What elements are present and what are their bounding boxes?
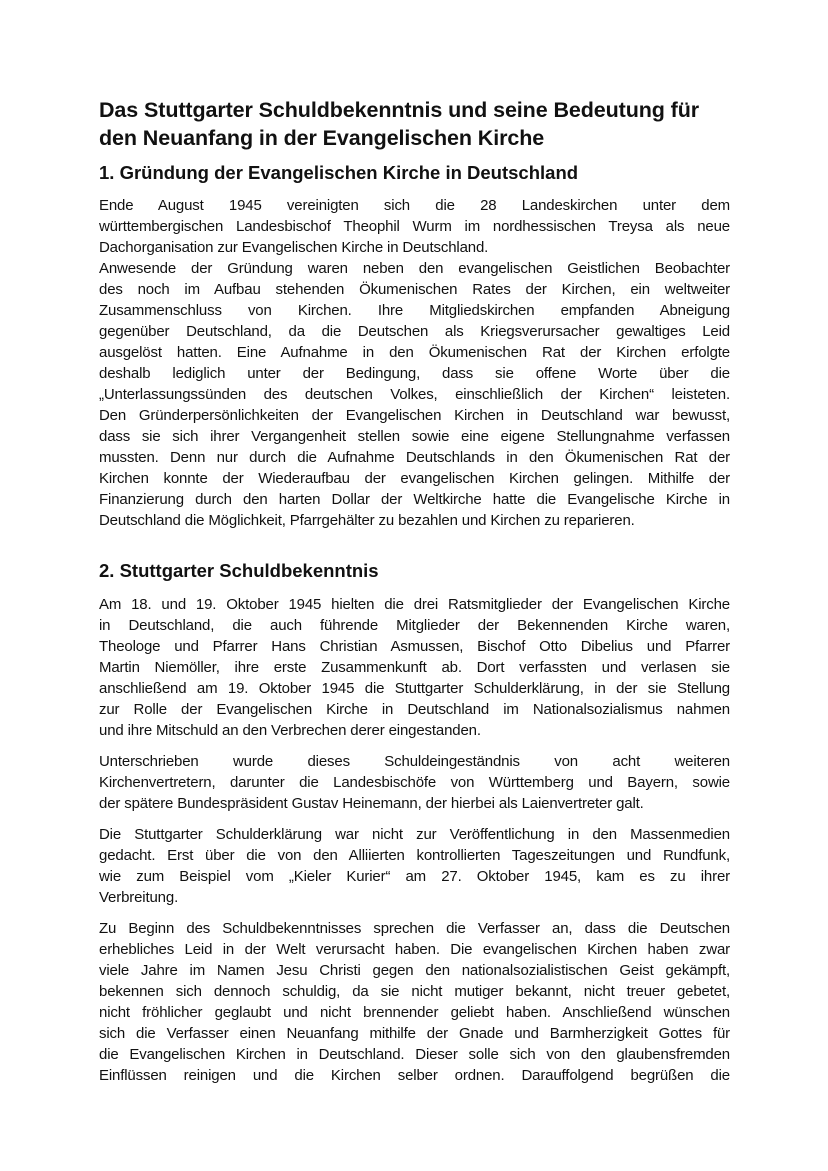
paragraph bbox=[99, 258, 730, 531]
text-line: Ende August 1945 vereinigten sich die 28 Landeskirchen unter dem bbox=[99, 197, 730, 214]
document-title bbox=[99, 96, 730, 152]
text-line: bekennen sich dennoch schuldig, da sie nicht mutiger bekannt, nicht treuer gebetet, bbox=[99, 983, 730, 1000]
section-founding bbox=[99, 161, 730, 531]
text-line: mussten. Denn nur durch die Aufnahme Deutschlands in den Ökumenischen Rat der bbox=[99, 449, 730, 466]
section-body bbox=[99, 594, 730, 1086]
section-heading: 1. Gründung der Evangelischen Kirche in Deutschland bbox=[99, 162, 579, 183]
text-line: erhebliches Leid in der Welt verursacht haben. Die evangelischen Kirchen haben zwar bbox=[99, 941, 730, 958]
text-line: Kirchen konnte der Wiederaufbau der evangelischen Kirchen gelingen. Mithilfe der bbox=[99, 470, 730, 487]
text-line: die Evangelischen Kirchen in Deutschland. Dieser solle sich von den glaubensfremden bbox=[99, 1046, 730, 1063]
text-line: wie zum Beispiel vom „Kieler Kurier“ am 27. Oktober 1945, kam es zu ihrer bbox=[99, 868, 730, 885]
text-line: dass sie sich ihrer Vergangenheit stellen sowie eine eigene Stellungnahme verfassen bbox=[99, 428, 730, 445]
text-line: in Deutschland, die auch führende Mitglieder der Bekennenden Kirche waren, bbox=[99, 617, 730, 634]
text-line: gedacht. Erst über die von den Alliierten kontrollierten Tageszeitungen und Rundfunk, bbox=[99, 847, 730, 864]
text-line: württembergischen Landesbischof Theophil Wurm im nordhessischen Treysa als neue bbox=[99, 218, 730, 235]
section-schuldbekenntnis bbox=[99, 559, 730, 1086]
text-line: Die Stuttgarter Schulderklärung war nicht zur Veröffentlichung in den Massenmedien bbox=[99, 826, 730, 843]
text-line: sich die Verfasser einen Neuanfang mithilfe der Gnade und Barmherzigkeit Gottes für bbox=[99, 1025, 730, 1042]
text-line: Am 18. und 19. Oktober 1945 hielten die drei Ratsmitglieder der Evangelischen Kirche bbox=[99, 596, 730, 613]
text-line: gegenüber Deutschland, da die Deutschen als Kriegsverursacher gewaltiges Leid bbox=[99, 323, 730, 340]
paragraph bbox=[99, 751, 730, 814]
title-line: den Neuanfang in der Evangelischen Kirche bbox=[99, 126, 545, 150]
text-line: Dachorganisation zur Evangelischen Kirche in Deutschland. bbox=[99, 239, 489, 256]
title-line: Das Stuttgarter Schuldbekenntnis und seine Bedeutung für bbox=[99, 98, 700, 122]
text-line: ausgelöst hatten. Eine Aufnahme in den Ökumenischen Rat der Kirchen erfolgte bbox=[99, 344, 730, 361]
document-page bbox=[99, 96, 730, 1086]
text-line: Zusammenschluss von Kirchen. Ihre Mitgliedskirchen empfanden Abneigung bbox=[99, 302, 730, 319]
text-line: Kirchenvertretern, darunter die Landesbischöfe von Württemberg und Bayern, sowie bbox=[99, 774, 730, 791]
text-line: Verbreitung. bbox=[99, 889, 179, 906]
text-line: viele Jahre im Namen Jesu Christi gegen den nationalsozialistischen Geist gekämpft, bbox=[99, 962, 730, 979]
text-line: deshalb lediglich unter der Bedingung, dass sie offene Worte über die bbox=[99, 365, 730, 382]
text-line: Finanzierung durch den harten Dollar der Weltkirche hatte die Evangelische Kirche in bbox=[99, 491, 730, 508]
text-line: des noch im Aufbau stehenden Ökumenischen Rates der Kirchen, ein weltweiter bbox=[99, 281, 730, 298]
paragraph bbox=[99, 195, 730, 258]
paragraph bbox=[99, 824, 730, 908]
text-line: und ihre Mitschuld an den Verbrechen derer eingestanden. bbox=[99, 722, 481, 739]
paragraph bbox=[99, 918, 730, 1086]
text-line: Den Gründerpersönlichkeiten der Evangelischen Kirchen in Deutschland war bewusst, bbox=[99, 407, 730, 424]
text-line: Martin Niemöller, ihre erste Zusammenkunft ab. Dort verfassten und verlasen sie bbox=[99, 659, 730, 676]
text-line: zur Rolle der Evangelischen Kirche in Deutschland im Nationalsozialismus nahmen bbox=[99, 701, 730, 718]
text-line: Zu Beginn des Schuldbekenntnisses sprechen die Verfasser an, dass die Deutschen bbox=[99, 920, 730, 937]
paragraph bbox=[99, 594, 730, 741]
text-line: Anwesende der Gründung waren neben den evangelischen Geistlichen Beobachter bbox=[99, 260, 730, 277]
text-line: nicht fröhlicher geglaubt und nicht brennender geliebt haben. Anschließend wünschen bbox=[99, 1004, 730, 1021]
text-line: „Unterlassungssünden des deutschen Volkes, einschließlich der Kirchen“ leisteten. bbox=[99, 386, 730, 403]
text-line: der spätere Bundespräsident Gustav Heinemann, der hierbei als Laienvertreter galt. bbox=[99, 795, 644, 812]
text-line: anschließend am 19. Oktober 1945 die Stuttgarter Schulderklärung, in der sie Stellung bbox=[99, 680, 730, 697]
text-line: Einflüssen reinigen und die Kirchen selber ordnen. Darauffolgend begrüßen die bbox=[99, 1067, 730, 1084]
text-line: Theologe und Pfarrer Hans Christian Asmussen, Bischof Otto Dibelius und Pfarrer bbox=[99, 638, 730, 655]
text-line: Deutschland die Möglichkeit, Pfarrgehälter zu bezahlen und Kirchen zu reparieren. bbox=[99, 512, 635, 529]
text-line: Unterschrieben wurde dieses Schuldeingeständnis von acht weiteren bbox=[99, 753, 730, 770]
section-heading: 2. Stuttgarter Schuldbekenntnis bbox=[99, 560, 379, 581]
section-body bbox=[99, 195, 730, 531]
